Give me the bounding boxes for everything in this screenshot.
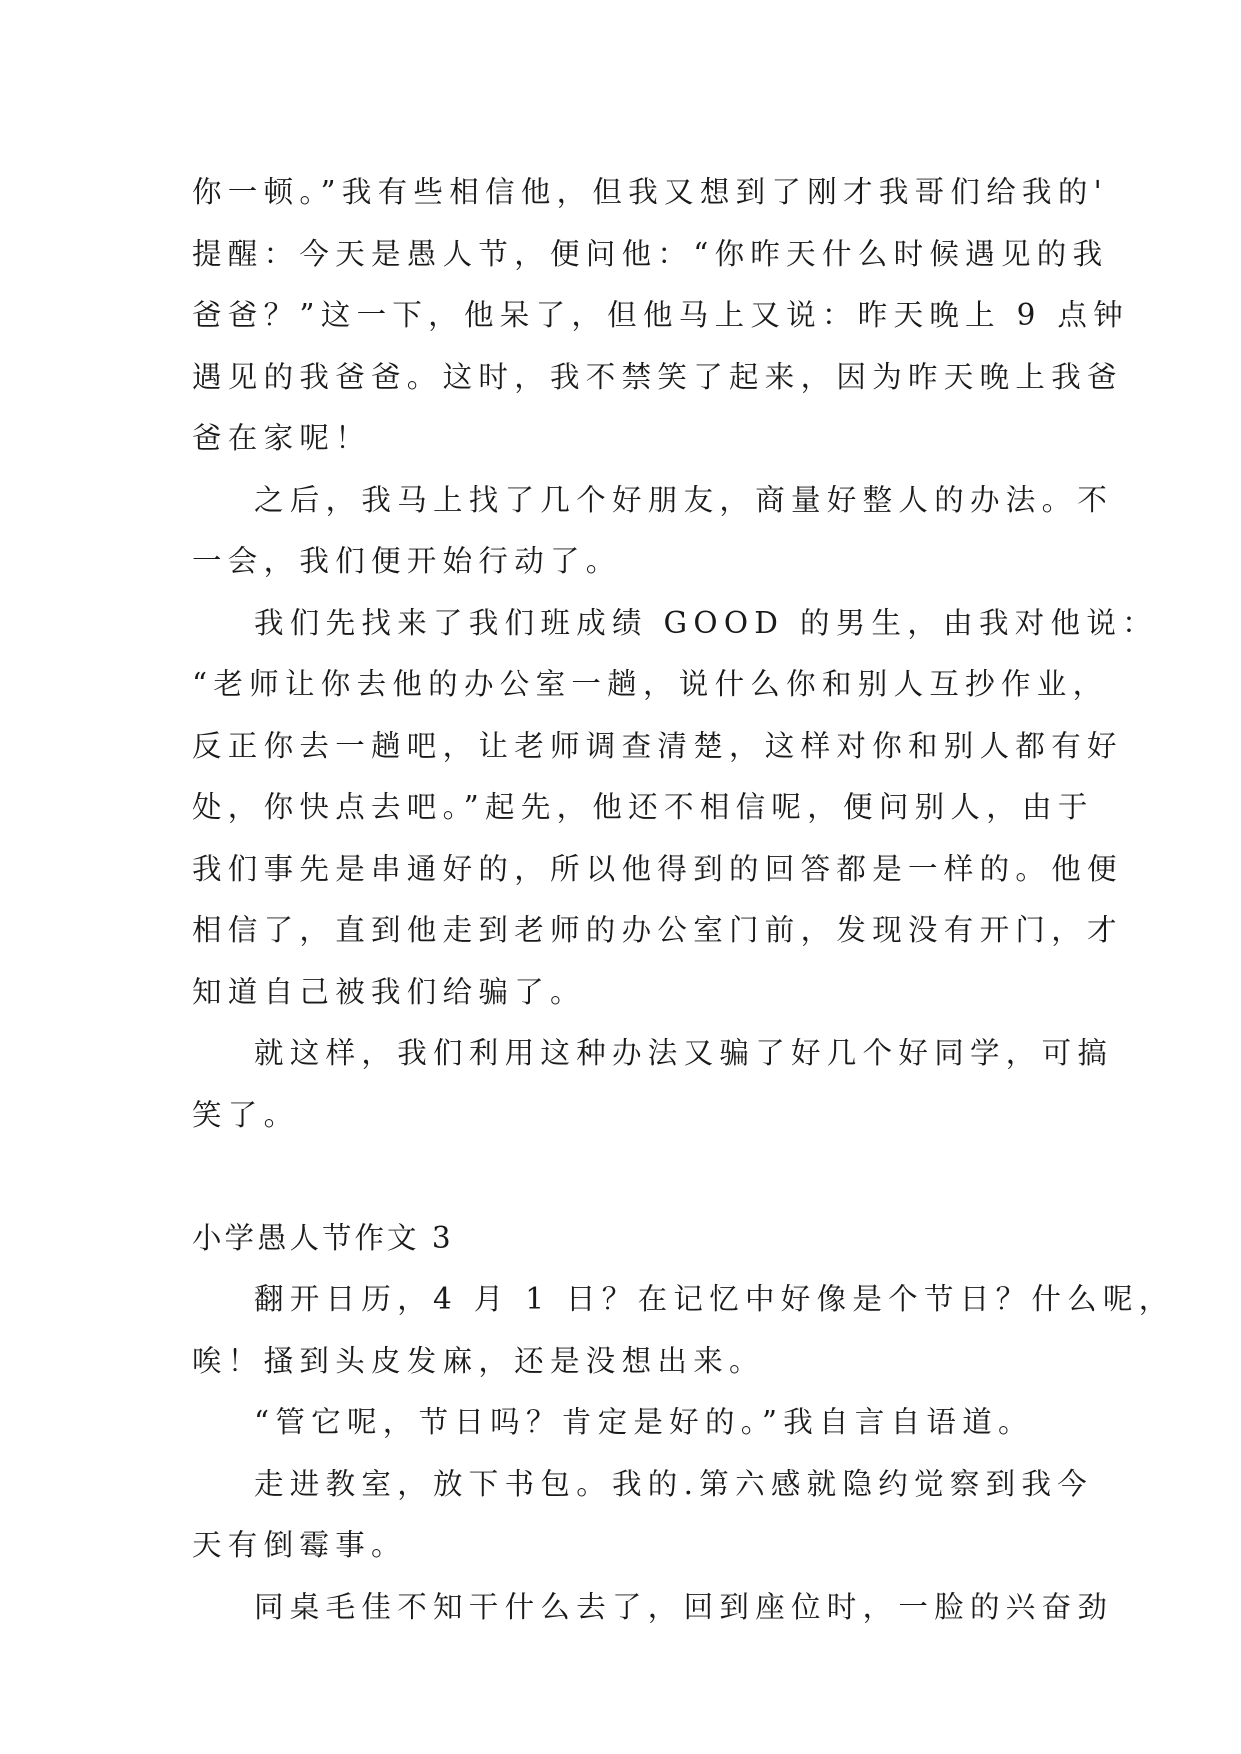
paragraph-line: 你一顿。”我有些相信他，但我又想到了刚才我哥们给我的' [192,175,1109,209]
paragraph-line: 提醒：今天是愚人节，便问他：“你昨天什么时候遇见的我 [192,236,1109,271]
paragraph-line: 翻开日历，4 月 1 日？在记忆中好像是个节日？什么呢， [254,1282,1175,1316]
paragraph-line: 遇见的我爸爸。这时，我不禁笑了起来，因为昨天晚上我爸 [192,359,1123,394]
paragraph-line: “管它呢，节日吗？肯定是好的。”我自言自语道。 [254,1405,1034,1439]
paragraph-line: 就这样，我们利用这种办法又骗了好几个好同学，可搞 [254,1036,1114,1070]
paragraph-line: 相信了，直到他走到老师的办公室门前，发现没有开门，才 [192,913,1123,947]
paragraph-line: 我们事先是串通好的，所以他得到的回答都是一样的。他便 [192,851,1123,886]
section-heading: 小学愚人节作文 3 [192,1220,454,1255]
paragraph-line: 之后，我马上找了几个好朋友，商量好整人的办法。不 [254,482,1114,517]
paragraph-line: 唉！搔到头皮发麻，还是没想出来。 [192,1343,765,1378]
document-body [192,162,1175,1638]
paragraph-line: 反正你去一趟吧，让老师调查清楚，这样对你和别人都有好 [192,728,1123,763]
paragraph-line: 爸爸？”这一下，他呆了，但他马上又说：昨天晚上 9 点钟 [192,298,1130,332]
paragraph-line: 同桌毛佳不知干什么去了，回到座位时，一脸的兴奋劲 [254,1589,1114,1624]
paragraph-line: 知道自己被我们给骗了。 [192,974,586,1009]
paragraph-line: “老师让你去他的办公室一趟，说什么你和别人互抄作业， [192,667,1109,701]
paragraph-line: 我们先找来了我们班成绩 GOOD 的男生，由我对他说： [254,605,1158,640]
section-gap [192,1146,1052,1208]
paragraph-line: 天有倒霉事。 [192,1528,407,1562]
paragraph-line: 一会，我们便开始行动了。 [192,544,622,578]
paragraph-line: 笑了。 [192,1097,300,1132]
paragraph-line: 爸在家呢！ [192,421,372,455]
paragraph-line: 处，你快点去吧。”起先，他还不相信呢，便问别人，由于 [192,790,1094,824]
paragraph-line: 走进教室，放下书包。我的.第六感就隐约觉察到我今 [254,1466,1094,1501]
